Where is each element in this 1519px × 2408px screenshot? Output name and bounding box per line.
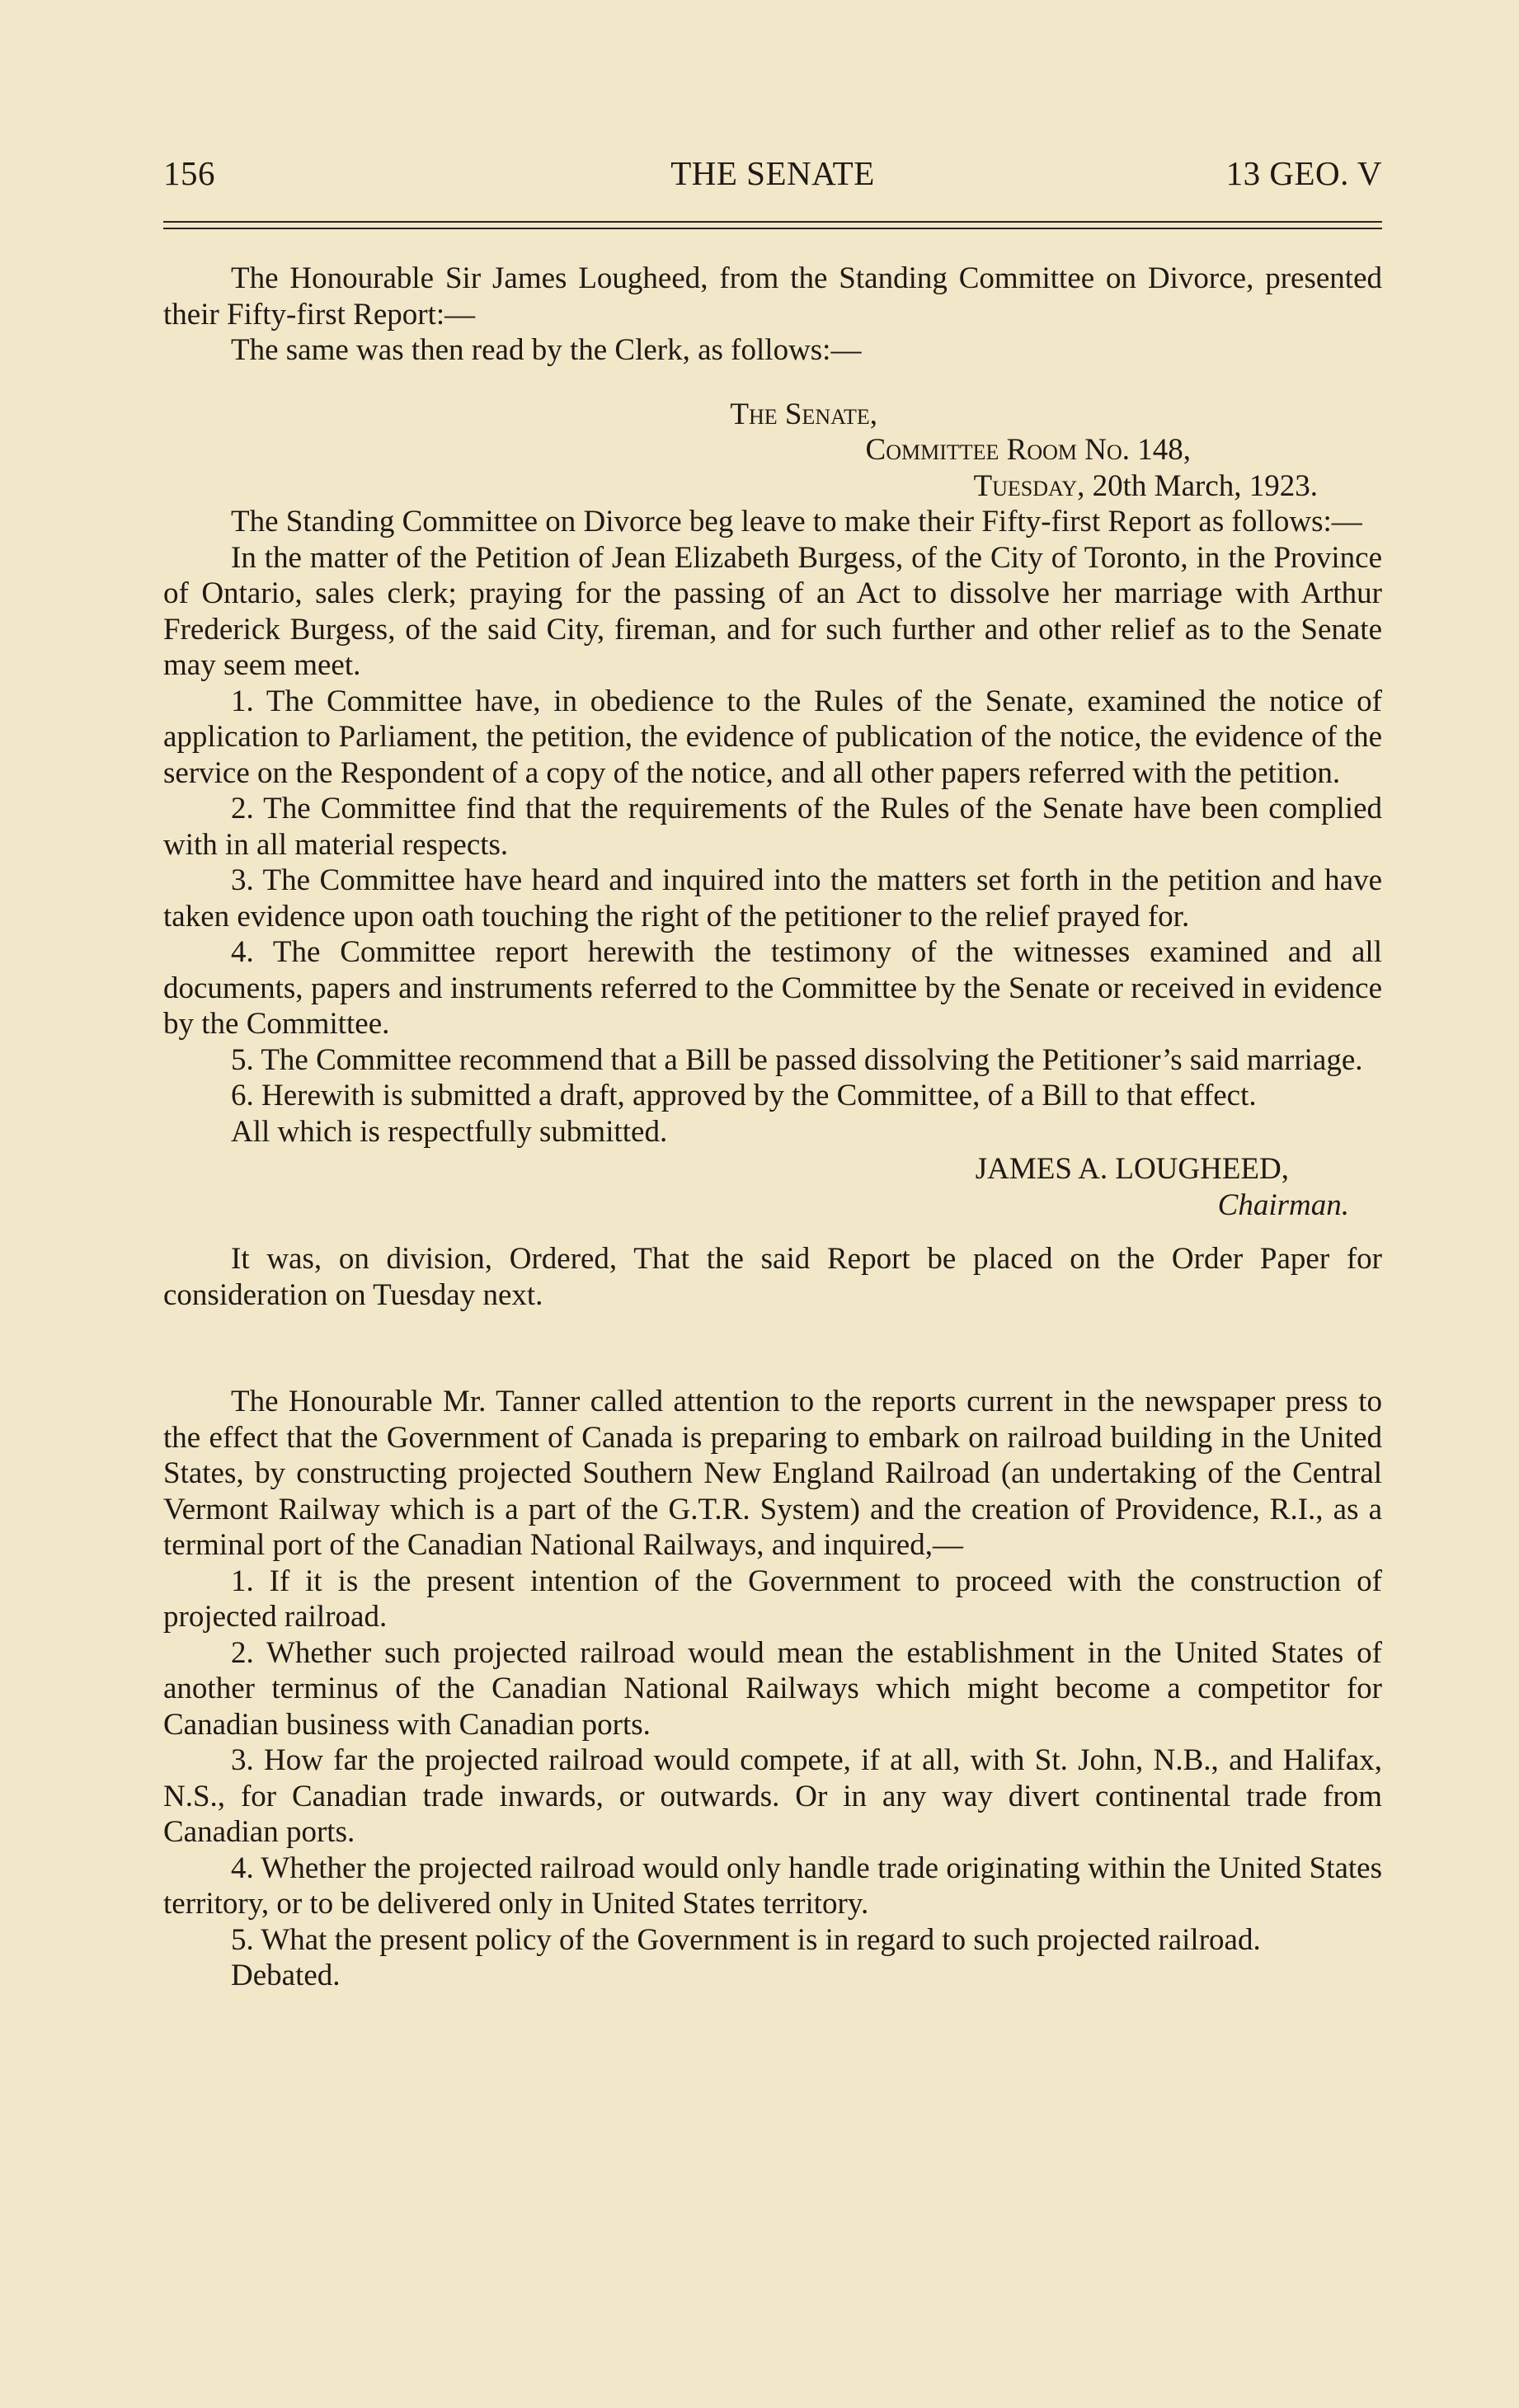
page-number: 156 — [163, 154, 215, 192]
report-item: 1. The Committee have, in obedience to the Rules of the Senate, examined the notice of application to Parliament, the petition, the evidence of publication of the notice, the evidence of the service on the Respondent of a copy of the notice, and all other papers referred with the petition. — [163, 684, 1382, 790]
journal-title: THE SENATE — [670, 154, 875, 192]
report-item: 5. The Committee recommend that a Bill be passed dissolving the Petitioner’s said marriage. — [231, 1042, 1363, 1077]
petition-matter: In the matter of the Petition of Jean Elizabeth Burgess, of the City of Toronto, in the Province of Ontario, sales clerk; praying for the passing of an Act to dissolve her marriage with Arthur Frederick Burgess, of the said City, fireman, and for such further and other relief as to the Senate may seem meet. — [163, 540, 1382, 682]
report-presented: The Honourable Sir James Lougheed, from the Standing Committee on Divorce, presented their Fifty-first Report:— — [163, 261, 1382, 332]
header-rule-top — [163, 221, 1382, 223]
inquiry-question: 4. Whether the projected railroad would only handle trade originating within the United States territory, or to be delivered only in United States territory. — [163, 1851, 1382, 1921]
report-day: Tuesday, — [973, 468, 1085, 503]
report-date: 20th March, 1923. — [1084, 468, 1318, 503]
report-item: 4. The Committee report herewith the testimony of the witnesses examined and all documents, papers and instruments referred to the Committee by the Senate or received in evidence by the Committee. — [163, 935, 1382, 1041]
report-heading-date — [163, 468, 1382, 505]
order-paragraph: It was, on division, Ordered, That the said Report be placed on the Order Paper for consideration on Tuesday next. — [163, 1242, 1382, 1312]
header-rule-bottom — [163, 228, 1382, 229]
report-heading-senate: The Senate, — [730, 397, 877, 431]
report-closing: All which is respectfully submitted. — [231, 1114, 668, 1149]
inquiry-question: 1. If it is the present intention of the Government to proceed with the construction of projected railroad. — [163, 1564, 1382, 1634]
signature-name: JAMES A. LOUGHEED, — [975, 1152, 1289, 1186]
regnal-year: 13 GEO. V — [1225, 154, 1382, 192]
inquiry-question: 2. Whether such projected railroad would mean the establishment in the United States of another terminus of the Canadian National Railways which might become a competitor for Canadian business with Canadian ports. — [163, 1635, 1382, 1742]
report-item: 2. The Committee find that the requirements of the Rules of the Senate have been complied with in all material respects. — [163, 792, 1382, 862]
inquiry-question: 3. How far the projected railroad would compete, if at all, with St. John, N.B., and Halifax, N.S., for Canadian trade inwards, or outwards. Or in any way divert continental trade from Canadian ports. — [163, 1743, 1382, 1849]
report-read: The same was then read by the Clerk, as follows:— — [231, 333, 862, 367]
tanner-inquiry: The Honourable Mr. Tanner called attention to the reports current in the newspaper press to the effect that the Government of Canada is preparing to embark on railroad building in the United States, by constructing projected Southern New England Railroad (an undertaking of the Central Vermont Railway which is a part of the G.T.R. System) and the creation of Providence, R.I., as a terminal port of the Canadian National Railways, and inquired,— — [163, 1385, 1382, 1562]
inquiry-question: 5. What the present policy of the Government is in regard to such projected railroad. — [231, 1922, 1261, 1957]
report-heading-room: Committee Room No. 148, — [865, 433, 1191, 467]
report-item: 3. The Committee have heard and inquired into the matters set forth in the petition and have taken evidence upon oath touching the right of the petitioner to the relief prayed for. — [163, 863, 1382, 934]
signature-title: Chairman. — [1217, 1188, 1349, 1222]
report-opening: The Standing Committee on Divorce beg leave to make their Fifty-first Report as follows:— — [231, 505, 1362, 539]
page-body — [163, 261, 1382, 1994]
debated-note: Debated. — [231, 1959, 341, 1992]
report-item: 6. Herewith is submitted a draft, approved by the Committee, of a Bill to that effect. — [231, 1079, 1257, 1112]
